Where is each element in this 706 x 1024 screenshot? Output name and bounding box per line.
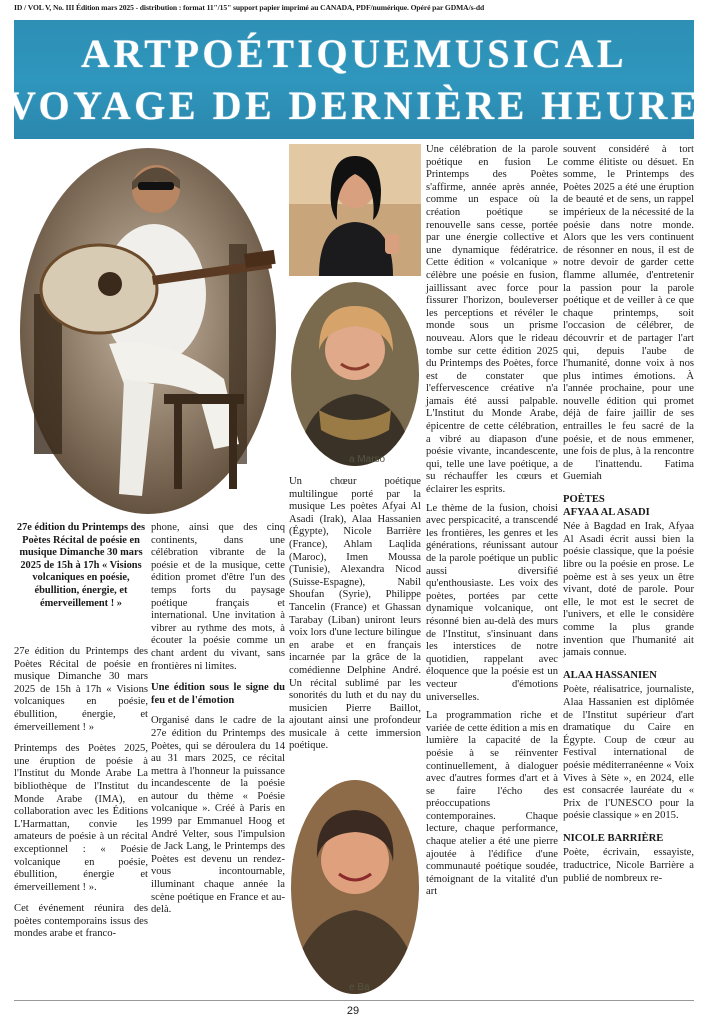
column-1-body	[14, 646, 148, 941]
poet-name: ALAA HASSANIEN	[563, 669, 657, 681]
poets-heading: POÈTES	[563, 494, 605, 506]
column-3-body	[289, 476, 421, 753]
col2-subheading: Une édition sous le signe du feu et de l'émotion	[151, 682, 285, 706]
musician-photo	[14, 144, 283, 518]
page-number: 29	[346, 1005, 360, 1017]
poet-bio: Née à Bagdad en Irak, Afyaa Al Asadi écrit aussi bien la poésie classique, que la poésie libre ou la poésie en prose. Le poème est à ses yeux un être vivant, doté de parole. Pour elle, le mot est le secret de l'univers, et elle le considère comme la plus grande invention que l'humanité ait jamais connue.	[563, 521, 694, 659]
poet-bio: Poète, écrivain, essayiste, traductrice, Nicole Barrière a publié de nombreux re-	[563, 847, 694, 884]
title-banner	[6, 20, 702, 139]
issue-header-line: ID / VOL V, No. III Édition mars 2025 - distribution : format 11"/15" support papier imprimé au CANADA, PDF/numérique. Opéré par GDMA/s-dd	[14, 3, 485, 12]
col2-paragraph: Organisé dans le cadre de la 27e édition du Printemps des Poètes, qui se déroulera du 14 au 31 mars 2025, ce récital mettra à l'honneur la puissance incandescente de la poésie autour du thème « Poésie volcanique ». Créé à Paris en 1999 par Emmanuel Hoog et André Velter, sous l'impulsion de Jack Lang, le Printemps des Poètes est devenu un rendez-vous incontournable, illuminant chaque année la scène poétique en France et au-delà.	[151, 715, 285, 916]
poet-photo-1	[289, 144, 421, 276]
column-4-body	[426, 144, 558, 899]
photo-label-2: e Ba	[349, 982, 370, 993]
poet-photo-3	[289, 778, 421, 996]
col4-paragraph: Le thème de la fusion, choisi avec perspicacité, a transcendé les frontières, les genres et les générations, réunissant autour de la parole poétique un public aussi diversifié qu'enthousiaste. Les voix des poètes, portées par cette dynamique volcanique, ont résonné bien au-delà des murs de l'Institut, s'insinuant dans les interstices de notre quotidien, rappelant avec éloquence que la poésie est un vecteur d'émotions universelles.	[426, 502, 558, 703]
column-2-body	[151, 522, 285, 926]
photo-label-1: a Marso	[349, 454, 386, 465]
poet-photo-2	[289, 280, 421, 468]
col1-paragraph: Cet événement réunira des poètes contemporains issus des mondes arabe et franco-	[14, 903, 148, 940]
col5-paragraph: souvent considéré à tort comme élitiste ou désuet. En somme, le Printemps des Poètes 2025 a été une éruption de beauté et de sens, un rappel impérieux de la nécessité de la poésie dans notre monde. Alors que les vers continuent de résonner en nous, il est de notre devoir de garder cette flamme allumée, d'entretenir la passion pour la parole poétique et de veiller à ce que chaque printemps, soit l'occasion de célébrer, de découvrir et de partager l'art qui, depuis l'aube de l'humanité, donne voix à nos plus intimes émotions. À l'année prochaine, pour une nouvelle édition qui promet déjà de faire jaillir de ses entrailles le feu sacré de la poésie, et de nous emmener, une fois de plus, à la rencontre de l'inattendu. Fatima Guemiah	[563, 144, 694, 483]
title-line-2: VOYAGE DE DERNIÈRE HEURE	[6, 82, 702, 128]
column-5-body	[563, 144, 694, 885]
main-caption: 27e édition du Printemps des Poètes Récital de poésie en musique Dimanche 30 mars 2025 de 15h à 17h « Visions volcaniques en poésie, ébullition, énergie, et émerveillement ! »	[16, 522, 146, 609]
col3-paragraph: Un chœur poétique multilingue porté par la musique Les poètes Afyai Al Asadi (Irak), Alaa Hassanien (Égypte), Nicole Barrière (France), Ahlam Laqlida (Maroc), Imen Moussa (Tunisie), Alexandra Nicod (Suisse-Espagne), Nabil Shoufan (Syrie), Philippe Tancelin (France) et Ghassan Tarabay (Liban) uniront leurs voix lors d'une lecture bilingue en arabe et en français incarnée par la grâce de la comédienne Delphine André. Un récital sublimé par les sonorités du luth et du nay du musicien Pierre Baillot, ajoutant ainsi une profondeur musicale à cette immersion poétique.	[289, 476, 421, 752]
col4-paragraph: Une célébration de la parole poétique en fusion Le Printemps des Poètes s'affirme, année après année, comme un espace où la création poétique se renouvelle sans cesse, portée par une énergie collective et une dynamique fédératrice. Cette édition « volcanique » célèbre une poésie en fusion, jaillissant avec force pour fissurer l'horizon, bouleverser les perceptions et révéler le monde sous un prisme nouveau. Alors que le rideau tombe sur cette édition 2025 du Printemps des Poètes, force est de constater que l'effervescence créative n'a jamais été aussi palpable. L'Institut du Monde Arabe, épicentre de cette célébration, a vibré au diapason d'une poésie vivante, incandescente, qui, telle une lave poétique, a su réchauffer les cœurs et éclairer les esprits.	[426, 144, 558, 496]
poet-name: AFYAA AL ASADI	[563, 506, 650, 518]
col4-paragraph: La programmation riche et variée de cette édition a mis en lumière la capacité de la poésie à se réinventer continuellement, à dialoguer avec d'autres formes d'art et à se faire l'écho des préoccupations contemporaines. Chaque lecture, chaque performance, chaque atelier a été une pierre ajoutée à l'édifice d'une communauté poétique soudée, témoignant de la vitalité d'un art	[426, 710, 558, 898]
poet-name: NICOLE BARRIÈRE	[563, 832, 664, 844]
col2-paragraph: phone, ainsi que des cinq continents, dans une célébration vibrante de la poésie et de la musique, cette édition promet d'être l'un des temps forts du paysage poétique français et international. Une invitation à vibrer au rythme des mots, à écouter la poésie comme un chant ardent du vivant, sans frontières ni limites.	[151, 522, 285, 672]
poet-bio: Poète, réalisatrice, journaliste, Alaa Hassanien est diplômée de l'Institut supérieur d'art dramatique du Caire en Égypte. Coup de cœur au Festival international de poésie méditerranéenne « Voix Vives à Sète », en 2024, elle est consacrée lauréate du « Prix de l'UNESCO pour la poésie classique » en 2015.	[563, 684, 694, 822]
col1-paragraph: Printemps des Poètes 2025, une éruption de poésie à l'Institut du Monde Arabe La bibliothèque de l'Institut du Monde Arabe (IMA), en collaboration avec les Éditions L'Harmattan, convie les amateurs de poésie à un récital exceptionnel : « Poésie volcanique en poésie, ébullition, énergie et émerveillement ! ».	[14, 743, 148, 893]
col1-paragraph: 27e édition du Printemps des Poètes Récital de poésie en musique Dimanche 30 mars 2025 de 15h à 17h « Visions volcaniques en poésie, ébullition, énergie, et émerveillement ! »	[14, 646, 148, 733]
footer-rule	[14, 1000, 694, 1001]
title-line-1: ARTPOÉTIQUEMUSICAL	[80, 30, 628, 76]
